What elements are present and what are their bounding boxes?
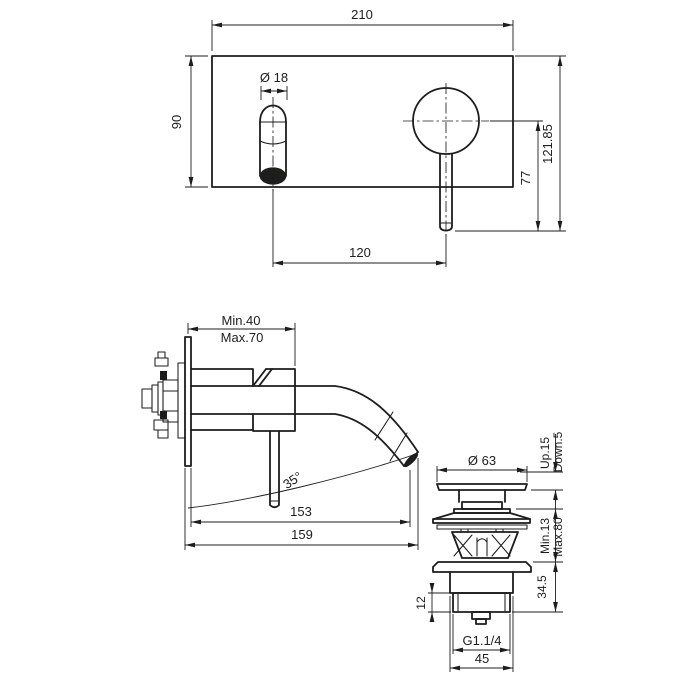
ext-90 [185, 56, 208, 187]
bottom-nub-tip [476, 619, 486, 624]
inlet-hex [152, 385, 158, 412]
spout-bottom-edge [191, 414, 404, 466]
lower-flange [433, 562, 531, 572]
ext-d18 [261, 86, 287, 100]
spout-tip-outlet [402, 451, 420, 469]
body-cylinder [450, 572, 513, 593]
upper-flange [433, 519, 530, 523]
valve-housing-steps [163, 391, 178, 411]
bottom-nub [472, 612, 490, 619]
basket-lug-left [461, 529, 468, 532]
dim-lower-height: 34.5 [535, 575, 549, 599]
ext-d63 [437, 466, 527, 482]
drain-view [414, 431, 565, 672]
upper-washer [437, 525, 527, 529]
dim-center-distance: 120 [349, 245, 371, 260]
dim-travel-up: Up.15 [538, 436, 552, 470]
top-screw-head [158, 352, 165, 358]
dim-thread-size: G1.1/4 [462, 633, 502, 648]
ext-12 [428, 593, 451, 612]
front-view [169, 7, 566, 267]
dim-body-width: 45 [474, 651, 490, 666]
dim-depth-min: Min.40 [221, 313, 261, 328]
dim-lever-drop: 77 [518, 170, 533, 186]
popup-cap [437, 484, 527, 513]
dim-overall-drop: 121.85 [540, 124, 555, 164]
lever-side [270, 431, 279, 507]
body-chamfer [253, 369, 272, 386]
dim-clamp-max: Max.80 [551, 517, 565, 557]
dim-thread-length: 12 [414, 596, 428, 610]
sleeve-upper [191, 369, 253, 386]
bottom-seal-detail [160, 411, 167, 419]
cap-stem [459, 490, 505, 502]
aerator-break-lines [375, 412, 407, 461]
dim-overall-reach: 159 [291, 527, 313, 542]
dim-clamp-min: Min.13 [538, 517, 552, 555]
mixer-handle-front [403, 83, 489, 240]
side-view [142, 313, 420, 550]
drain-dimensions [414, 431, 565, 672]
drain-body [450, 572, 513, 624]
thread-relief-lines [458, 593, 505, 612]
spout-side [191, 369, 420, 507]
spout-front [260, 97, 287, 191]
inlet-nipple [142, 389, 152, 408]
basket-center-column [477, 538, 487, 556]
dim-spout-reach: 153 [290, 504, 312, 519]
plate-side-outline [185, 337, 191, 466]
dim-plate-height: 90 [169, 114, 184, 130]
stem-collar [462, 502, 502, 509]
front-view-dimensions [169, 7, 566, 267]
side-view-dimensions [185, 313, 418, 550]
handle-crosshair [403, 83, 489, 160]
basket-cross-slots [454, 535, 510, 556]
wall-plate-side [185, 337, 191, 466]
dim-plate-width: 210 [351, 7, 373, 22]
concealed-valve-body [142, 352, 185, 438]
backplate-disc [178, 363, 185, 438]
plate-outline [212, 56, 513, 187]
top-seal-detail [160, 371, 167, 380]
dim-travel-down: Down.5 [551, 431, 565, 473]
inlet-collar [158, 382, 163, 415]
dim-spout-angle: 35° [280, 468, 305, 492]
cap-outline [437, 484, 527, 490]
bottom-bracket-foot [158, 430, 168, 438]
basket-lug-right [496, 529, 503, 532]
dim-depth-max: Max.70 [220, 330, 264, 345]
top-screw-body [155, 358, 168, 366]
dim-cap-diameter: Ø 63 [467, 453, 497, 468]
thread-section [453, 593, 510, 612]
drain-flanges-basket [433, 513, 531, 572]
wall-plate-front [212, 56, 513, 187]
dim-spout-diameter: Ø 18 [259, 70, 289, 85]
